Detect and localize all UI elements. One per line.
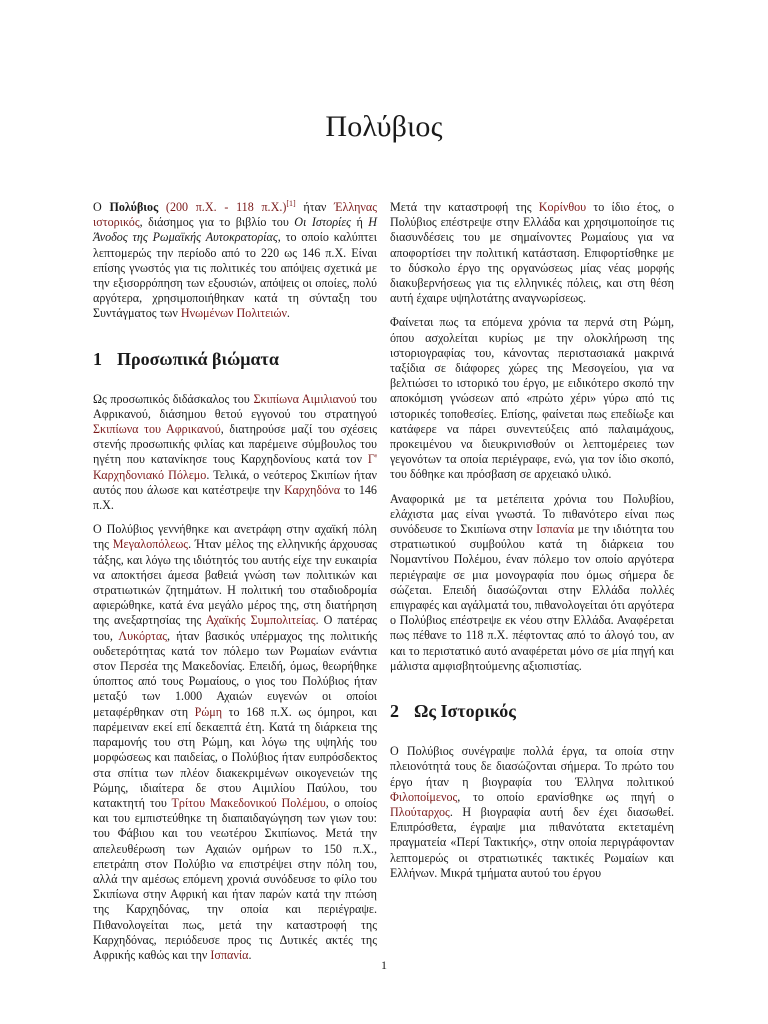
dates-link[interactable]: (200 π.Χ. - 118 π.Χ.) xyxy=(165,200,287,214)
third-punic-war-link[interactable]: Γ' Καρχηδονιακό Πόλεμο xyxy=(93,452,377,482)
text: το 168 π.Χ. ως όμηροι, και παρέμειναν εκεί επί δεκαεπτά έτη. Κατά τη διάρκεια της παραμονής του στη Ρώμη, και λόγω της υψηλής του μορφώσεως και παιδείας, ο Πολύβιος ήταν ευπρόσδεκτος στα σπίτια των πλέον διακεκριμένων οικογενειών της Ρώμης, ιδιαίτερα δε στου Αιμιλίου Παύλου, του κατακτητή του xyxy=(93,704,377,810)
section-title: Ως Ιστορικός xyxy=(414,701,516,722)
rome-link[interactable]: Ρώμη xyxy=(194,704,223,719)
united-states-link[interactable]: Ηνωμένων Πολιτειών xyxy=(180,306,287,321)
text: Ο Πολύβιος συνέγραψε πολλά έργα, τα οποία στην πλειονότητά τους δε διασώζονται σήμερα. Το πρώτο του έργο ήταν η βιογραφία του Έλληνα πολιτικού xyxy=(390,744,674,789)
spain-link[interactable]: Ισπανία xyxy=(536,522,575,537)
text: . Η βιογραφία αυτή δεν έχει διασωθεί. Επιπρόσθετα, έγραψε μια πιθανότατα εκτεταμένη πραγματεία «Περί Τακτικής», στην οποία περιγράφονταν λεπτομερώς οι στρατιωτικές τακτικές Ρωμαίων και Ελλήνων. Μικρά τμήματα αυτού του έργου xyxy=(390,804,674,880)
scipio-aemilianus-link[interactable]: Σκιπίωνα Αιμιλιανού xyxy=(253,391,357,406)
text: . xyxy=(248,947,252,962)
book-title: Η Άνοδος της Ρωμαϊκής Αυτοκρατορίας xyxy=(93,215,377,245)
achaean-league-link[interactable]: Αχαϊκής Συμπολιτείας xyxy=(205,613,316,628)
text: . xyxy=(286,306,290,321)
section-number: 2 xyxy=(390,701,399,722)
section-heading xyxy=(93,348,377,370)
text: Φαίνεται πως τα επόμενα χρόνια τα περνά στη Ρώμη, όπου ασχολείται κυρίως με την ολοκλήρωση της ιστοριογραφίας του, κάνοντας περιστασιακά μακρινά ταξίδια σε διάφορες χώρες της Μεσογείου, για να βελτιώσει το ιστορικό του έργο, με ειδικότερο σκοπό την αποκόμιση γνώσεων από «πρώτο χέρι» γύρω από τις ιστορικές τοποθεσίες. Επίσης, φαίνεται πως επεδίωξε και κατάφερε να πάρει συνεντεύξεις από παλαιμάχους, προκειμένου να διευκρινισθούν οι λεπτομέρειες των γεγονότων τα οποία περιέγραφε, ενώ, για τον ίδιο σκοπό, του δόθηκε και πρόσβαση σε αρχειακό υλικό. xyxy=(390,315,674,482)
text: Ο xyxy=(93,200,110,214)
text: του Αφρικανού, διάσημου θετού εγγονού του στρατηγού xyxy=(93,391,377,421)
page-title: Πολύβιος xyxy=(325,110,443,143)
text: , ο οποίος και του εμπιστεύθηκε τη διαπαιδαγώγηση των γιων του: του Φάβιου και του νεωτέρου Σκιπίωνος. Μετά την απελευθέρωση των Αχαιών ομήρων το 150 π.Χ., επετράπη στον Πολύβιο να επιστρέψει στην πόλη του, αλλά την αμέσως επόμενη χρονιά συνόδευσε το φίλο του Σκιπίωνα στην Αφρική και ήταν παρών κατά την πτώση της Καρχηδόνας, την οποία και περιέγραψε. Πιθανολογείται πως, μετά την καταστροφή της Καρχηδόνας, περιόδευσε προς τις Δυτικές ακτές της Αφρικής καθώς και την xyxy=(93,795,377,962)
book-title: Οι Ιστορίες xyxy=(294,215,352,230)
corinth-link[interactable]: Κορίνθου xyxy=(538,200,587,214)
subject-name: Πολύβιος xyxy=(109,200,159,214)
text: Μετά την καταστροφή της xyxy=(390,200,539,214)
plutarch-link[interactable]: Πλούταρχος xyxy=(390,804,450,819)
greek-historian-link[interactable]: Έλληνας ιστορικός xyxy=(93,200,378,230)
left-column xyxy=(93,200,377,972)
lycortas-link[interactable]: Λυκόρτας xyxy=(118,628,168,643)
text: . Ο πατέρας του, xyxy=(93,613,377,643)
paragraph xyxy=(390,200,674,306)
text: ήταν xyxy=(295,200,335,214)
spain-link[interactable]: Ισπανία xyxy=(210,947,249,962)
text: , διάσημος για το βιβλίο του xyxy=(139,215,295,230)
text: . Τελικά, ο νεότερος Σκιπίων ήταν αυτός που άλωσε και κατέστρεψε την xyxy=(93,467,377,497)
paragraph xyxy=(93,522,377,963)
text: ή xyxy=(351,215,369,230)
paragraph xyxy=(390,744,674,881)
megalopolis-link[interactable]: Μεγαλοπόλεως xyxy=(112,537,189,552)
paragraph xyxy=(390,492,674,674)
third-macedonian-war-link[interactable]: Τρίτου Μακεδονικού Πολέμου xyxy=(171,795,326,810)
text: το ίδιο έτος, ο Πολύβιος επέστρεψε στην Ελλάδα και χρησιμοποίησε τις διασυνδέσεις του με σημαίνοντες Ρωμαίους για να αποφορτίσει την πολιτική κατάσταση. Επιφορτίσθηκε με το δύσκολο έργο της οργανώσεως μίας νέας μορφής διακυβερνήσεως για τις ελληνικές πόλεις, και στη θέση αυτή έχαιρε υψηλοτάτης αναγνωρίσεως. xyxy=(390,200,674,306)
right-column xyxy=(390,200,674,890)
text: , ήταν βασικός υπέρμαχος της πολιτικής ουδετερότητας κατά τον πόλεμο των Ρωμαίων ενάντια στον Περσέα της Μακεδονίας. Επειδή, όμως, θεωρήθηκε ύποπτος από τους Ρωμαίους, ο γιος του Πολύβιος ήταν μεταξύ των 1.000 Αχαιών ευγενών οι οποίοι μεταφέρθηκαν στη xyxy=(93,628,377,719)
text: , το οποίο ερανίσθηκε ως πηγή ο xyxy=(457,789,674,804)
section-title: Προσωπικά βιώματα xyxy=(117,348,279,369)
paragraph xyxy=(93,392,377,514)
intro-paragraph xyxy=(93,200,377,322)
text: με την ιδιότητα του στρατιωτικού συμβούλου κατά τη διάρκεια του Νομαντίνου Πολέμου, έναν πόλεμο τον οποίο αργότερα περιέγραψε σε μια μονογραφία που όμως σήμερα δε σώζεται. Επειδή διασώζονται στην Ελλάδα πολλές επιγραφές και αγάλματά του, πιθανολογείται ότι αργότερα ο Πολύβιος επέστρεψε εκ νέου στην Ελλάδα. Αναφέρεται πως πέθανε το 118 π.Χ. πέφτοντας από το άλογό του, αν και το περιστατικό αυτό αναφέρεται μόνο σε μία πηγή και μάλιστα αμφισβητούμενης αξιοπιστίας. xyxy=(390,522,674,673)
text xyxy=(158,200,166,214)
text: . Ήταν μέλος της ελληνικής άρχουσας τάξης, και λόγω της ιδιότητός του αυτής είχε την ευκαιρία να αποκτήσει άμεσα βαθειά γνώση των πολιτικών και στρατιωτικών ζητημάτων. Η πολιτική του σταδιοδρομία αφιερώθηκε, κατά ένα μεγάλο μέρος της, στη διατήρηση της ανεξαρτησίας της xyxy=(93,537,377,628)
philopoemen-link[interactable]: Φιλοποίμενος xyxy=(390,789,458,804)
section-number: 1 xyxy=(93,348,102,369)
page-number: 1 xyxy=(381,958,387,972)
section-heading xyxy=(390,700,674,722)
text: , διατηρούσε μαζί του σχέσεις στενής προσωπικής φιλίας και παρέμεινε σύμβουλος του ηγέτη που κατανίκησε τους Καρχηδονίους κατά τον xyxy=(93,422,377,467)
text: το 146 π.Χ. xyxy=(93,482,377,513)
text: Ο Πολύβιος γεννήθηκε και ανετράφη στην αχαϊκή πόλη της xyxy=(93,522,377,552)
reference-link[interactable]: [1] xyxy=(286,198,296,208)
text: Αναφορικά με τα μετέπειτα χρόνια του Πολυβίου, ελάχιστα μας είναι γνωστά. Το πιθανότερο είναι πως συνόδευσε το Σκιπίωνα στην xyxy=(390,491,674,537)
text: Ως προσωπικός διδάσκαλος του xyxy=(93,391,254,406)
carthage-link[interactable]: Καρχηδόνα xyxy=(284,482,341,497)
text: , το οποίο καλύπτει λεπτομερώς την περίοδο από το 220 ως 146 π.Χ. Είναι επίσης γνωστός για τις πολιτικές του απόψεις σχετικά με την εξισορρόπηση των εξουσιών, απόψεις οι οποίες, πολύ αργότερα, χρησιμοποιήθηκαν κατά τη σύνταξη του Συντάγματος των xyxy=(93,230,377,321)
paragraph xyxy=(390,315,674,482)
scipio-africanus-link[interactable]: Σκιπίωνα του Αφρικανού xyxy=(93,422,221,437)
